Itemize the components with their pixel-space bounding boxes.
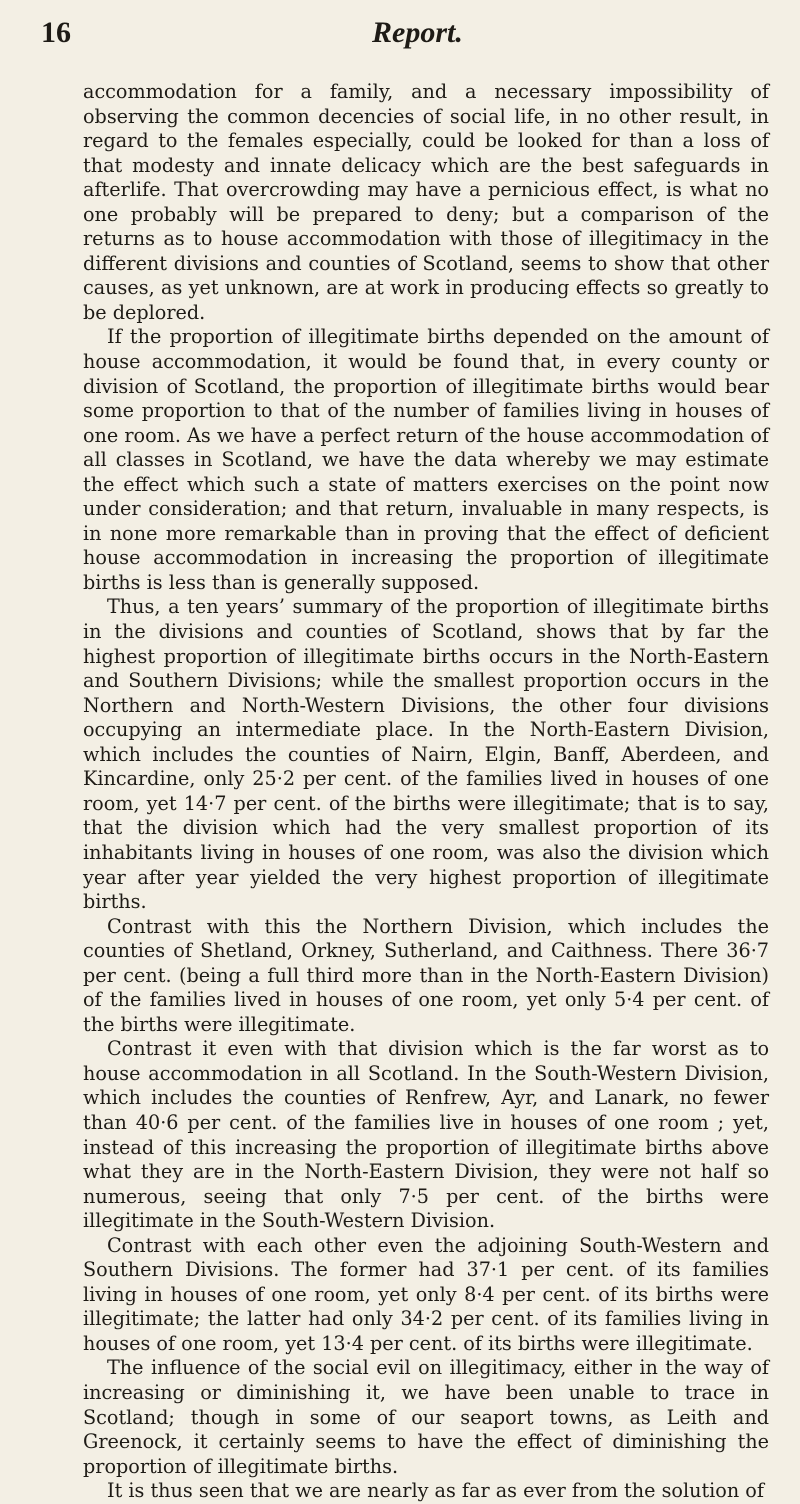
paragraph-south-western-division: Contrast it even with that division which is the far worst as to house accommodation in all Scotland. In the South-Western Division, which includes the counties of Renfrew, Ayr, and Lanark, no fewer than 40·6 per cent. of the families live in houses of one room ; yet, instead of this increasing the proportion of illegitimate births above what they are in the North-Eastern Division, they were not half so numerous, seeing that only 7·5 per cent. of the births were illegitimate in the South-Western Division.	[83, 1037, 769, 1233]
paragraph-adjoining-divisions: Contrast with each other even the adjoining South-Western and Southern Divisions. The former had 37·1 per cent. of its families living in houses of one room, yet only 8·4 per cent. of its births were illegitimate; the latter had only 34·2 per cent. of its families living in houses of one room, yet 13·4 per cent. of its births were illegitimate.	[83, 1233, 769, 1355]
paragraph-social-evil: The influence of the social evil on illegitimacy, either in the way of increasing or diminishing it, we have been unable to trace in Scotland; though in some of our seaport towns, as Leith and Greenock, it certainly seems to have the effect of diminishing the proportion of illegitimate births.	[83, 1356, 769, 1478]
page-number: 16	[41, 16, 71, 49]
paragraph-ten-year-summary: Thus, a ten years’ summary of the proportion of illegitimate births in the divisions and counties of Scotland, shows that by far the highest proportion of illegitimate births occurs in the North-Eastern and Southern Divisions; while the smallest proportion occurs in the Northern and North-Western Divisions, the other four divisions occupying an intermediate place. In the North-Eastern Division, which includes the counties of Nairn, Elgin, Banff, Aberdeen, and Kincardine, only 25·2 per cent. of the families lived in houses of one room, yet 14·7 per cent. of the births were illegitimate; that is to say, that the division which had the very smallest proportion of its inhabitants living in houses of one room, was also the division which year after year yielded the very highest proportion of illegitimate births.	[83, 595, 769, 914]
paragraph-northern-division: Contrast with this the Northern Division, which includes the counties of Shetland, Orkney, Sutherland, and Caithness. There 36·7 per cent. (being a full third more than in the North-Eastern Division) of the families lived in houses of one room, yet only 5·4 per cent. of the births were illegitimate.	[83, 914, 769, 1036]
body-text	[83, 80, 769, 1504]
running-title: Report.	[372, 16, 463, 49]
paragraph-conclusion: It is thus seen that we are nearly as far as ever from the solution of	[107, 1479, 764, 1503]
paragraph-continuation: accommodation for a family, and a necessary impossibility of observing the common decencies of social life, in no other result, in regard to the females especially, could be looked for than a loss of that modesty and innate delicacy which are the best safeguards in afterlife. That overcrowding may have a pernicious effect, is what no one probably will be prepared to deny; but a comparison of the returns as to house accommodation with those of illegitimacy in the different divisions and counties of Scotland, seems to show that other causes, as yet unknown, are at work in producing effects so greatly to be deplored.	[83, 80, 769, 324]
paragraph-house-accommodation: If the proportion of illegitimate births depended on the amount of house accommodation, it would be found that, in every county or division of Scotland, the proportion of illegitimate births would bear some proportion to that of the number of families living in houses of one room. As we have a perfect return of the house accommodation of all classes in Scotland, we have the data whereby we may estimate the effect which such a state of matters exercises on the point now under consideration; and that return, invaluable in many respects, is in none more remarkable than in proving that the effect of deficient house accommodation in increasing the proportion of illegitimate births is less than is generally supposed.	[83, 325, 769, 594]
page-header	[41, 16, 761, 56]
